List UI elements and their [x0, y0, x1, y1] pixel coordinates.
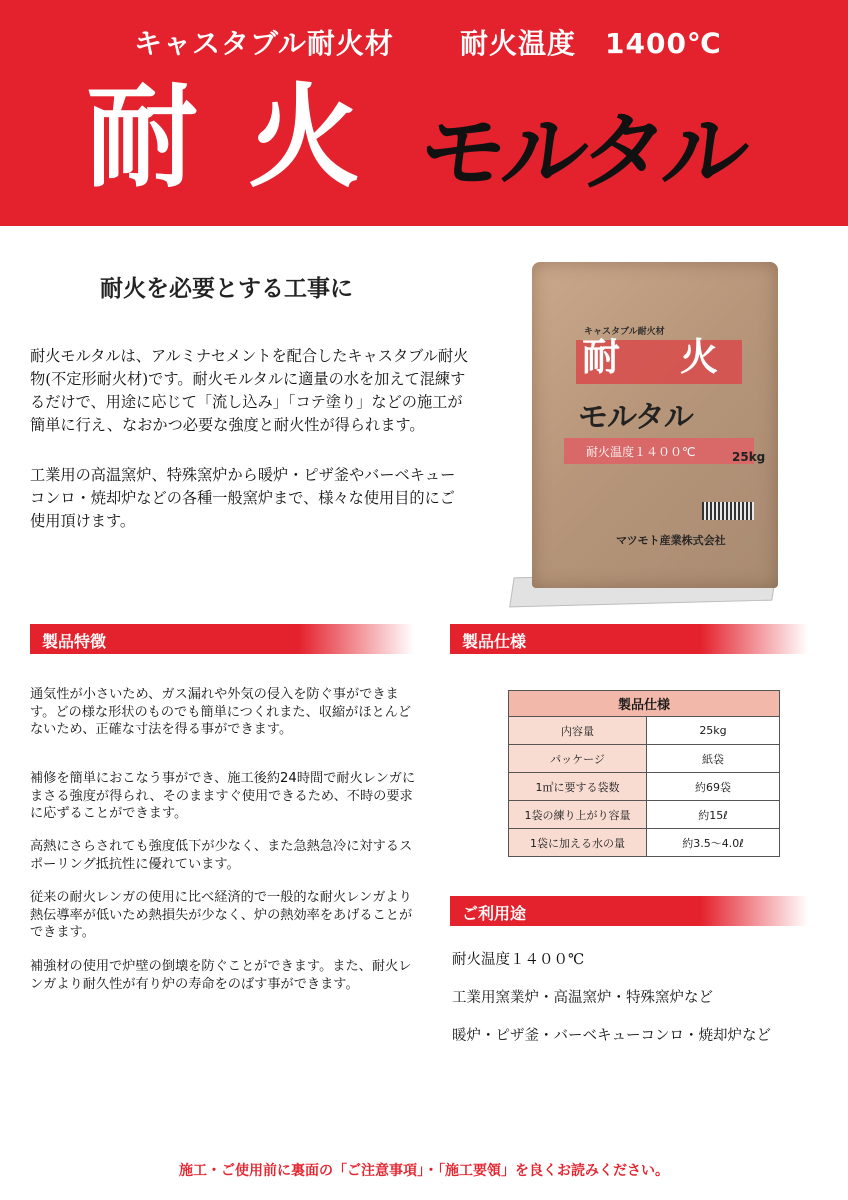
bag-maker: マツモト産業株式会社: [616, 534, 726, 547]
feature-paragraph-3: 高熱にさらされても強度低下が少なく、また急熱急冷に対するスポーリング抵抗性に優れています。: [30, 839, 413, 872]
bag-char-1: 耐: [582, 335, 621, 379]
use-line-3: 暖炉・ピザ釜・バーベキューコンロ・焼却炉など: [452, 1028, 771, 1044]
feature-paragraph-1: 通気性が小さいため、ガス漏れや外気の侵入を防ぐ事ができます。どの様な形状のものでも簡単につくれまた、収縮がほとんどないため、正確な寸法を得る事ができます。: [30, 687, 412, 737]
feature-paragraph-2: 補修を簡単におこなう事ができ、施工後約24時間で耐火レンガにまさる強度が得られ、そのまますぐ使用できるため、不時の要求に応ずることができます。: [30, 771, 416, 821]
table-row: [509, 801, 780, 829]
spec-table: [508, 690, 780, 857]
header-subtitle-right: 耐火温度 1400℃: [460, 27, 722, 60]
spec-key: パッケージ: [509, 745, 647, 773]
table-row: [509, 717, 780, 745]
title-katakana: モルタル: [414, 103, 750, 203]
bag-body: [532, 262, 778, 588]
footer-notice: 施工・ご使用前に裏面の「ご注意事項」・「施工要領」を良くお読みください。: [179, 1163, 669, 1179]
section-title-specs: 製品仕様: [462, 632, 527, 651]
spec-value: 紙袋: [647, 745, 780, 773]
section-header-specs: [450, 624, 808, 654]
spec-value: 約3.5～4.0ℓ: [647, 829, 780, 857]
bag-char-2: 火: [680, 335, 719, 379]
section-title-uses: ご利用途: [462, 904, 527, 923]
tagline: 耐火を必要とする工事に: [100, 276, 353, 302]
section-header-uses: [450, 896, 808, 926]
feature-paragraph-5: 補強材の使用で炉壁の倒壊を防ぐことができます。また、耐火レンガより耐久性が有り炉の寿命をのばす事ができます。: [30, 959, 412, 992]
feature-paragraph-4: 従来の耐火レンガの使用に比べ経済的で一般的な耐火レンガより熱伝導率が低いため熱損失が少なく、炉の熱効率をあげることができます。: [30, 890, 413, 940]
spec-value: 25kg: [647, 717, 780, 745]
barcode-icon: [702, 502, 754, 520]
bag-net-weight: 25kg: [732, 450, 766, 464]
header-subtitle-left: キャスタブル耐火材: [134, 27, 394, 60]
title-char-1: 耐: [86, 73, 198, 203]
bag-temperature-label: 耐火温度１４００℃: [564, 438, 754, 464]
spec-table-title: 製品仕様: [509, 691, 780, 717]
intro-paragraph-2: 工業用の高温窯炉、特殊窯炉から暖炉・ピザ釜やバーベキューコンロ・焼却炉などの各種一般窯炉まで、様々な使用目的にご使用頂けます。: [30, 466, 456, 530]
intro-paragraph-1: 耐火モルタルは、アルミナセメントを配合したキャスタブル耐火物(不定形耐火材)です。耐火モルタルに適量の水を加えて混練するだけで、用途に応じて「流し込み」「コテ塗り」などの施工が簡単に行え、なおかつ必要な強度と耐火性が得られます。: [30, 347, 469, 434]
spec-key: 内容量: [509, 717, 647, 745]
table-row: [509, 745, 780, 773]
product-bag-image: [512, 262, 800, 612]
section-title-features: 製品特徴: [42, 632, 107, 651]
spec-table-header-row: [509, 691, 780, 717]
section-header-features: [30, 624, 414, 654]
use-line-2: 工業用窯業炉・高温窯炉・特殊窯炉など: [452, 990, 713, 1006]
spec-value: 約15ℓ: [647, 801, 780, 829]
bag-subtitle: キャスタブル耐火材: [584, 327, 665, 337]
spec-key: 1袋の練り上がり容量: [509, 801, 647, 829]
use-line-1: 耐火温度１４００℃: [452, 952, 585, 968]
table-row: [509, 773, 780, 801]
spec-key: 1袋に加える水の量: [509, 829, 647, 857]
spec-key: 1㎥に要する袋数: [509, 773, 647, 801]
table-row: [509, 829, 780, 857]
title-char-2: 火: [248, 73, 360, 203]
spec-value: 約69袋: [647, 773, 780, 801]
bag-mortar-text: モルタル: [578, 400, 693, 435]
header-banner: [0, 0, 848, 226]
